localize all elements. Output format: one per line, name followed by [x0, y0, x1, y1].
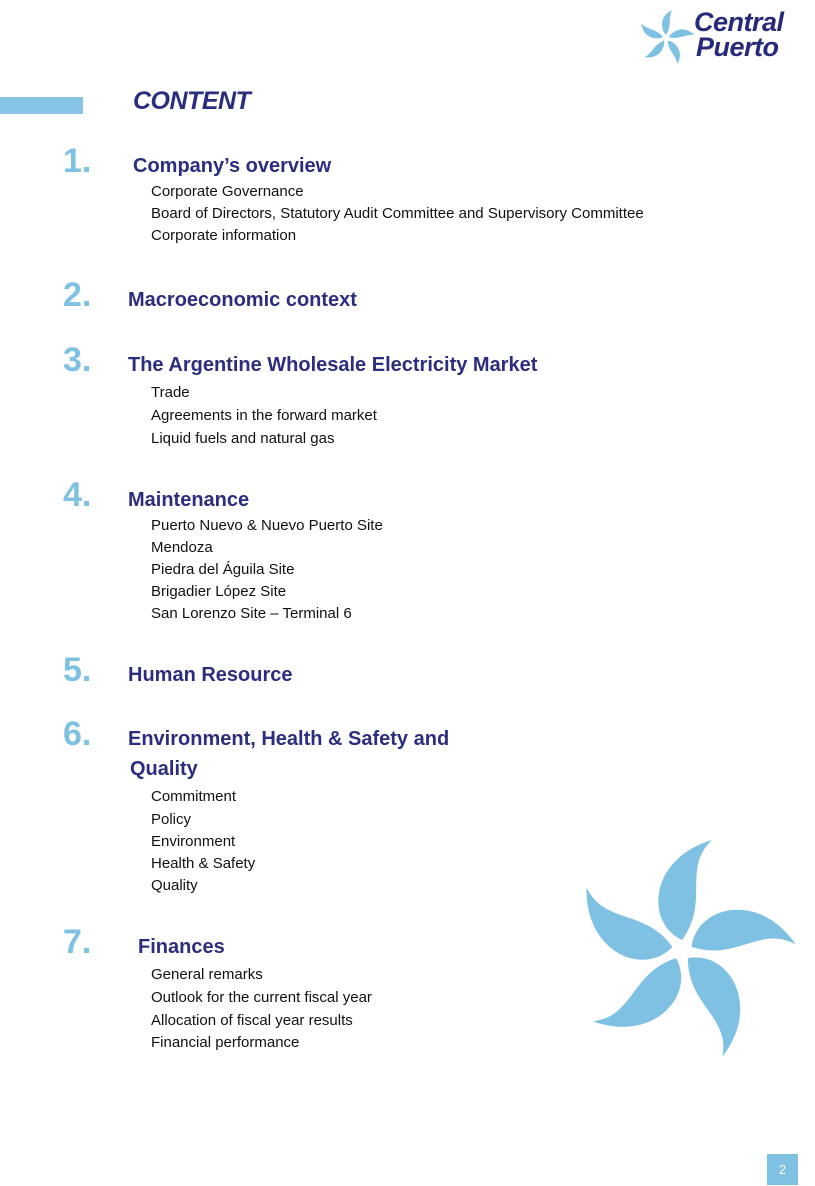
section-4-item: Brigadier López Site [151, 583, 287, 600]
section-6-title-line-1: Environment, Health & Safety and [128, 728, 450, 750]
section-4-number: 4. [63, 476, 92, 514]
section-3-item: Liquid fuels and natural gas [151, 430, 335, 447]
section-3-item: Agreements in the forward market [151, 407, 377, 424]
section-1-item: Board of Directors, Statutory Audit Committee and Supervisory Committee [151, 205, 644, 222]
logo-line-1: Central [694, 7, 784, 37]
section-1-item: Corporate information [151, 227, 297, 244]
section-6-title-line-2: Quality [130, 758, 198, 780]
section-6-item: Quality [151, 877, 198, 894]
logo-wordmark [694, 7, 784, 62]
page-title: CONTENT [133, 87, 251, 115]
section-3-number: 3. [63, 341, 92, 379]
section-7-number: 7. [63, 923, 92, 961]
section-1-title: Company’s overview [133, 155, 332, 177]
section-7-item: Financial performance [151, 1034, 300, 1051]
section-4-item: San Lorenzo Site – Terminal 6 [151, 605, 352, 622]
section-3-item: Trade [151, 384, 190, 401]
section-4-item: Mendoza [151, 539, 213, 556]
section-6-number: 6. [63, 715, 92, 753]
logo-line-2: Puerto [696, 32, 779, 62]
section-7-item: General remarks [151, 966, 263, 983]
section-6-item: Policy [151, 811, 192, 828]
page-number: 2 [767, 1154, 798, 1185]
section-2-title: Macroeconomic context [128, 289, 357, 311]
central-puerto-logo [638, 8, 803, 70]
section-7-item: Allocation of fiscal year results [151, 1012, 353, 1029]
section-7-item: Outlook for the current fiscal year [151, 989, 372, 1006]
section-4-item: Piedra del Águila Site [151, 561, 295, 578]
section-6-item: Commitment [151, 788, 237, 805]
section-6-item: Environment [151, 833, 236, 850]
pinwheel-logo-icon [638, 8, 694, 68]
section-5-title: Human Resource [128, 664, 293, 686]
section-6-item: Health & Safety [151, 855, 256, 872]
decorative-pinwheel-icon [560, 822, 810, 1082]
section-7-title: Finances [138, 936, 225, 958]
section-4-title: Maintenance [128, 489, 250, 511]
section-3-title: The Argentine Wholesale Electricity Market [128, 354, 538, 376]
title-accent-bar [0, 97, 83, 114]
section-4-item: Puerto Nuevo & Nuevo Puerto Site [151, 517, 383, 534]
section-1-item: Corporate Governance [151, 183, 304, 200]
section-2-number: 2. [63, 276, 92, 314]
section-1-number: 1. [63, 142, 92, 180]
section-5-number: 5. [63, 651, 92, 689]
